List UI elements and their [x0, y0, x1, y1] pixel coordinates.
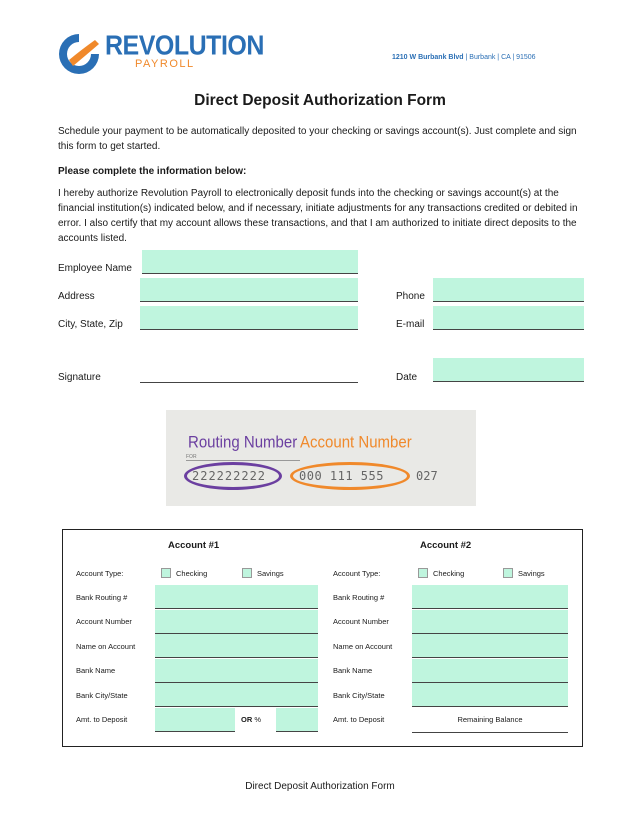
- intro-text: Schedule your payment to be automatically deposited to your checking or savings account(s). Just complete and sign this form to get started.: [58, 126, 577, 152]
- routing-digits: 222222222: [192, 469, 267, 483]
- account2-bank-name-field[interactable]: [412, 659, 568, 683]
- account1-bank-city-field[interactable]: [155, 683, 318, 707]
- email-label: E-mail: [396, 319, 425, 330]
- authorization-text: I hereby authorize Revolution Payroll to electronically deposit funds into the checking or savings account(s) at the financial institution(s) indicated below, and if necessary, initiate adjustments for any transactions credited or debited in error. I also certify that my account allows these transactions, and that I am authorized to initiate direct deposits to the accounts listed.: [58, 188, 578, 244]
- account1-savings-label: Savings: [257, 569, 284, 578]
- account1-title: Account #1: [168, 540, 220, 551]
- account2-amount-label: Amt. to Deposit: [333, 715, 385, 724]
- logo-mark-icon: [55, 30, 103, 78]
- city-state-zip-field[interactable]: [140, 306, 358, 330]
- account2-name-label: Name on Account: [333, 642, 393, 651]
- account2-name-field[interactable]: [412, 634, 568, 658]
- percent-sign: %: [254, 715, 262, 724]
- account-digits: 000 111 555: [299, 469, 384, 483]
- account1-amount-label: Amt. to Deposit: [76, 715, 128, 724]
- phone-field[interactable]: [433, 278, 584, 302]
- company-address: [392, 54, 536, 61]
- account1-routing-label: Bank Routing #: [76, 593, 128, 602]
- account1-bank-name-label: Bank Name: [76, 666, 116, 675]
- routing-number-caption: Routing Number: [188, 433, 298, 452]
- company-logo: [55, 28, 264, 78]
- account2-type-label: Account Type:: [333, 569, 381, 578]
- check-example-image: [166, 410, 476, 506]
- address-field[interactable]: [140, 278, 358, 302]
- account1-savings-checkbox[interactable]: [242, 568, 252, 578]
- account2-remaining-balance: Remaining Balance: [457, 715, 523, 724]
- account-number-caption: Account Number: [300, 433, 412, 452]
- account2-checking-checkbox[interactable]: [418, 568, 428, 578]
- form-title: Direct Deposit Authorization Form: [194, 92, 446, 109]
- account1-checking-label: Checking: [176, 569, 208, 578]
- account2-bank-city-field[interactable]: [412, 683, 568, 707]
- signature-label: Signature: [58, 372, 101, 383]
- signature-line[interactable]: [140, 381, 358, 383]
- account2-bank-city-label: Bank City/State: [333, 691, 385, 700]
- account2-remaining-line: [412, 731, 568, 733]
- account1-name-label: Name on Account: [76, 642, 136, 651]
- account2-number-field[interactable]: [412, 610, 568, 634]
- check-for-label: FOR: [186, 454, 197, 460]
- account1-percent-field[interactable]: [276, 708, 318, 732]
- account2-number-label: Account Number: [333, 617, 389, 626]
- address-label: Address: [58, 291, 95, 302]
- account1-type-label: Account Type:: [76, 569, 124, 578]
- email-field[interactable]: [433, 306, 584, 330]
- account2-bank-name-label: Bank Name: [333, 666, 373, 675]
- employee-name-label: Employee Name: [58, 263, 132, 274]
- account2-routing-field[interactable]: [412, 585, 568, 609]
- account2-savings-checkbox[interactable]: [503, 568, 513, 578]
- account1-bank-name-field[interactable]: [155, 659, 318, 683]
- employee-name-field[interactable]: [142, 250, 358, 274]
- account1-amount-field[interactable]: [155, 708, 235, 732]
- address-street: 1210 W Burbank Blvd: [392, 54, 464, 61]
- account1-bank-city-label: Bank City/State: [76, 691, 128, 700]
- account1-checking-checkbox[interactable]: [161, 568, 171, 578]
- logo-wordmark: REVOLUTION: [105, 29, 264, 62]
- check-number-digits: 027: [416, 469, 438, 483]
- section-heading: Please complete the information below:: [58, 166, 247, 177]
- date-field[interactable]: [433, 358, 584, 382]
- city-state-zip-label: City, State, Zip: [58, 319, 123, 330]
- account1-number-label: Account Number: [76, 617, 132, 626]
- account2-routing-label: Bank Routing #: [333, 593, 385, 602]
- account1-routing-field[interactable]: [155, 585, 318, 609]
- account1-or-percent: [241, 715, 261, 724]
- logo-subtext: PAYROLL: [135, 58, 195, 70]
- account2-savings-label: Savings: [518, 569, 545, 578]
- account1-name-field[interactable]: [155, 634, 318, 658]
- account2-title: Account #2: [420, 540, 472, 551]
- phone-label: Phone: [396, 291, 425, 302]
- check-for-line: [186, 460, 300, 461]
- account1-number-field[interactable]: [155, 610, 318, 634]
- page-footer: Direct Deposit Authorization Form: [245, 781, 395, 792]
- address-city: | Burbank | CA | 91506: [463, 54, 536, 61]
- or-text: OR: [241, 715, 253, 724]
- account2-checking-label: Checking: [433, 569, 465, 578]
- date-label: Date: [396, 372, 418, 383]
